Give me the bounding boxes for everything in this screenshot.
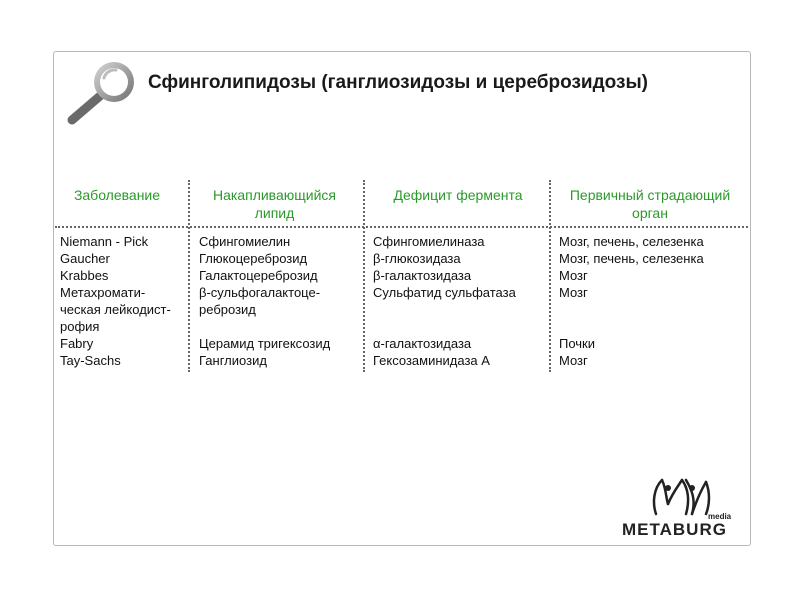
list-item: β-сульфогалактоце- (199, 285, 321, 300)
header-organ-line2: орган (632, 205, 668, 221)
header-lipid-line2: липид (254, 205, 295, 221)
enzyme-column (373, 233, 516, 369)
list-item: Мозг (559, 285, 588, 300)
magnifier-icon (62, 58, 142, 128)
logo-brand-label: METABURG (622, 520, 727, 539)
list-item: Мозг (559, 353, 588, 368)
list-item: Gaucher (60, 251, 110, 266)
list-item: Галактоцереброзид (199, 268, 318, 283)
header-enzyme (368, 186, 548, 204)
list-item: α-галактозидаза (373, 336, 472, 351)
list-item: Сфингомиелин (199, 234, 291, 249)
column-divider-3 (549, 180, 551, 372)
list-item: Церамид тригексозид (199, 336, 331, 351)
logo-media-label: media (708, 512, 732, 521)
list-item: реброзид (199, 302, 256, 317)
list-item: β-галактозидаза (373, 268, 472, 283)
list-item: Krabbes (60, 268, 109, 283)
header-lipid-line1: Накапливающийся (213, 187, 336, 203)
list-item: Сульфатид сульфатаза (373, 285, 516, 300)
list-item: Мозг (559, 268, 588, 283)
header-organ (552, 186, 748, 222)
lipid-column (199, 233, 330, 369)
list-item: Fabry (60, 336, 94, 351)
list-item (559, 301, 704, 318)
header-divider (55, 226, 748, 228)
list-item (559, 318, 704, 335)
list-item: Мозг, печень, селезенка (559, 234, 704, 249)
organ-column (559, 233, 704, 369)
header-lipid (192, 186, 357, 222)
list-item: Ганглиозид (199, 353, 267, 368)
disease-column (60, 233, 171, 369)
list-item: Метахромати- (60, 285, 146, 300)
list-item: ческая лейкодист- (60, 302, 171, 317)
list-item (373, 318, 516, 335)
header-enzyme-label: Дефицит фермента (393, 187, 523, 203)
column-divider-1 (188, 180, 190, 372)
list-item (373, 301, 516, 318)
list-item: Tay-Sachs (60, 353, 121, 368)
column-divider-2 (363, 180, 365, 372)
list-item: Niemann - Pick (60, 234, 149, 249)
list-item: Гексозаминидаза А (373, 353, 490, 368)
header-disease (62, 186, 172, 204)
header-organ-line1: Первичный страдающий (569, 187, 731, 203)
list-item: Мозг, печень, селезенка (559, 251, 704, 266)
list-item: β-глюкозидаза (373, 251, 461, 266)
page-title: Сфинголипидозы (ганглиозидозы и цереброзидозы) (148, 72, 649, 93)
list-item: Почки (559, 336, 596, 351)
list-item: рофия (60, 319, 100, 334)
list-item (199, 318, 330, 335)
header-disease-label: Заболевание (73, 187, 161, 203)
list-item: Сфингомиелиназа (373, 234, 485, 249)
list-item: Глюкоцереброзид (199, 251, 308, 266)
